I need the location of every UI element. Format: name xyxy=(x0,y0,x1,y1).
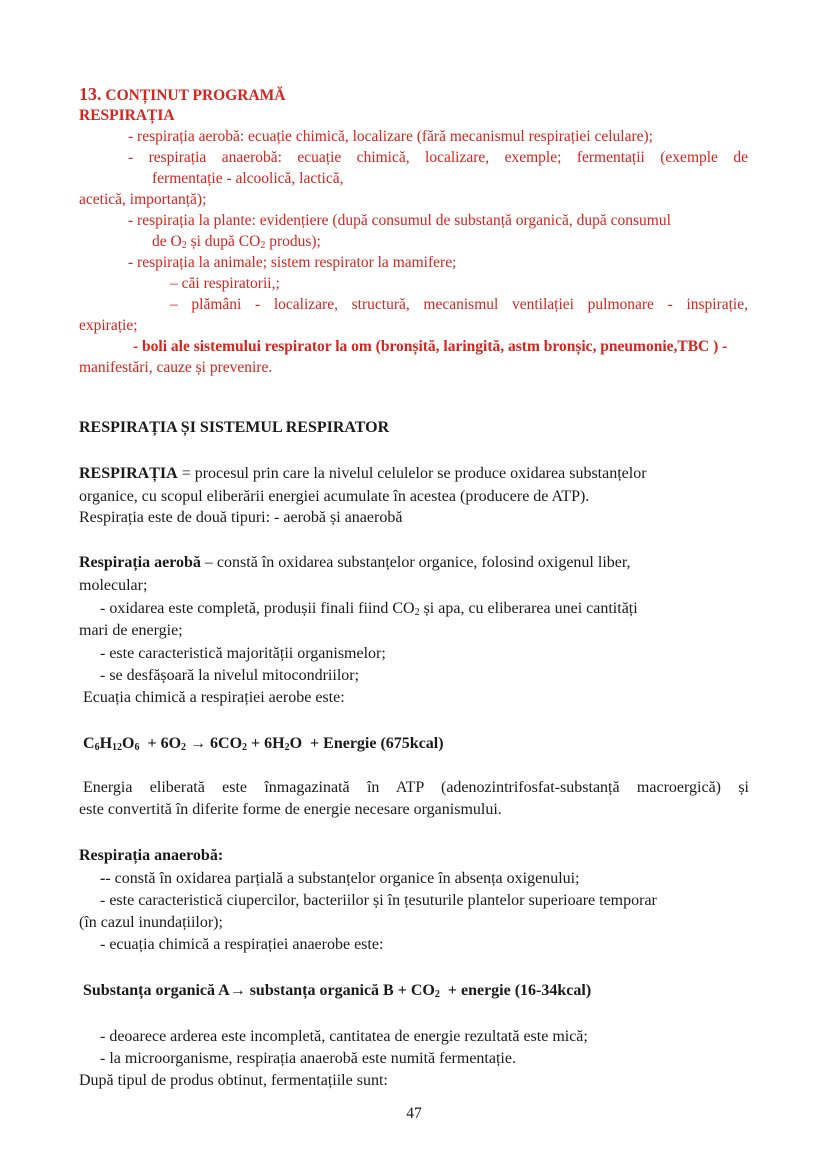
aerobic-line: este convertită în diferite forme de energie necesare organismului. xyxy=(79,801,502,818)
anaerobic-formula: Substanța organică A→ substanța organică $B + CO_2$ + energie (16-34kcal) xyxy=(83,982,592,1000)
program-number: 13. xyxy=(79,84,102,104)
program-line: de $O_2$ și după $CO_2$ produs); xyxy=(152,233,321,251)
page-number: 47 xyxy=(406,1105,422,1122)
aerobic-line: - se desfășoară la nivelul mitocondriilor; xyxy=(100,667,360,684)
anaerobic-line: După tipul de produs obtinut, fermentațiile sunt: xyxy=(79,1072,388,1089)
definition-line: organice, cu scopul eliberării energiei acumulate în acestea (producere de ATP). xyxy=(79,488,590,505)
definition-term: RESPIRAȚIA xyxy=(79,465,178,482)
anaerobic-line: -- constă în oxidarea parțială a substanțelor organice în absența oxigenului; xyxy=(100,870,580,887)
anaerobic-line: - ecuația chimică a respirației anaerobe este: xyxy=(100,936,384,953)
aerobic-line: mari de energie; xyxy=(79,622,183,639)
program-line: - respirația la animale; sistem respirator la mamifere; xyxy=(128,254,457,271)
aerobic-line: - oxidarea este completă, produșii finali fiind $CO_2$ și apa, cu eliberarea unei cantități xyxy=(100,600,638,618)
program-line: expirație; xyxy=(79,317,138,334)
anaerobic-line: - deoarece arderea este incompletă, cantitatea de energie rezultată este mică; xyxy=(100,1028,588,1045)
section-title: RESPIRAȚIA ȘI SISTEMUL RESPIRATOR xyxy=(79,419,390,436)
program-line: manifestări, cauze și prevenire. xyxy=(79,359,273,376)
aerobic-line: Energia eliberată este înmagazinată în ATP (adenozintrifosfat-substanță macroergică) și xyxy=(83,779,749,796)
program-line: – plămâni - localizare, structură, mecanismul ventilației pulmonare - inspirație, xyxy=(170,296,748,313)
anaerobic-line: - la microorganisme, respirația anaerobă este numită fermentație. xyxy=(100,1050,516,1067)
aerobic-term: Respirația aerobă xyxy=(79,554,201,571)
program-heading xyxy=(79,84,286,106)
definition-line: RESPIRAȚIA = procesul prin care la nivelul celulelor se produce oxidarea substanțelor xyxy=(79,465,647,482)
aerobic-line: Ecuația chimică a respirației aerobe este: xyxy=(83,689,345,706)
anaerobic-line: - este caracteristică ciupercilor, bacteriilor și în țesuturile plantelor superioare temporar xyxy=(100,892,657,909)
program-title: CONȚINUT PROGRAMĂ xyxy=(105,87,286,104)
aerobic-line: Respirația aerobă – constă în oxidarea substanțelor organice, folosind oxigenul liber, xyxy=(79,554,631,571)
program-line: - boli ale sistemului respirator la om (bronșită, laringită, astm bronșic, pneumonie,TBC ) - xyxy=(133,338,728,355)
aerobic-line: - este caracteristică majorității organismelor; xyxy=(100,645,386,662)
program-line: acetică, importanță); xyxy=(79,191,207,208)
program-line: fermentație - alcoolică, lactică, xyxy=(152,170,344,187)
program-line: - respirația la plante: evidențiere (după consumul de substanță organică, după consumul xyxy=(128,212,671,229)
program-line: - respirația anaerobă: ecuație chimică, localizare, exemple; fermentații (exemple de xyxy=(128,149,748,166)
program-line: – căi respiratorii,; xyxy=(170,275,280,292)
program-line: - respirația aerobă: ecuație chimică, localizare (fără mecanismul respirației celulare); xyxy=(128,128,653,145)
program-subtitle: RESPIRAȚIA xyxy=(79,107,175,124)
anaerobic-line: (în cazul inundațiilor); xyxy=(79,914,223,931)
definition-line: Respirația este de două tipuri: - aerobă și anaerobă xyxy=(79,509,403,526)
anaerobic-term: Respirația anaerobă: xyxy=(79,847,224,864)
aerobic-line: molecular; xyxy=(79,577,148,594)
aerobic-formula: $C_6H_{12}O_6 + 6O_2 \to 6CO_2 + 6H_2O$ + Energie (675kcal) xyxy=(83,735,444,753)
